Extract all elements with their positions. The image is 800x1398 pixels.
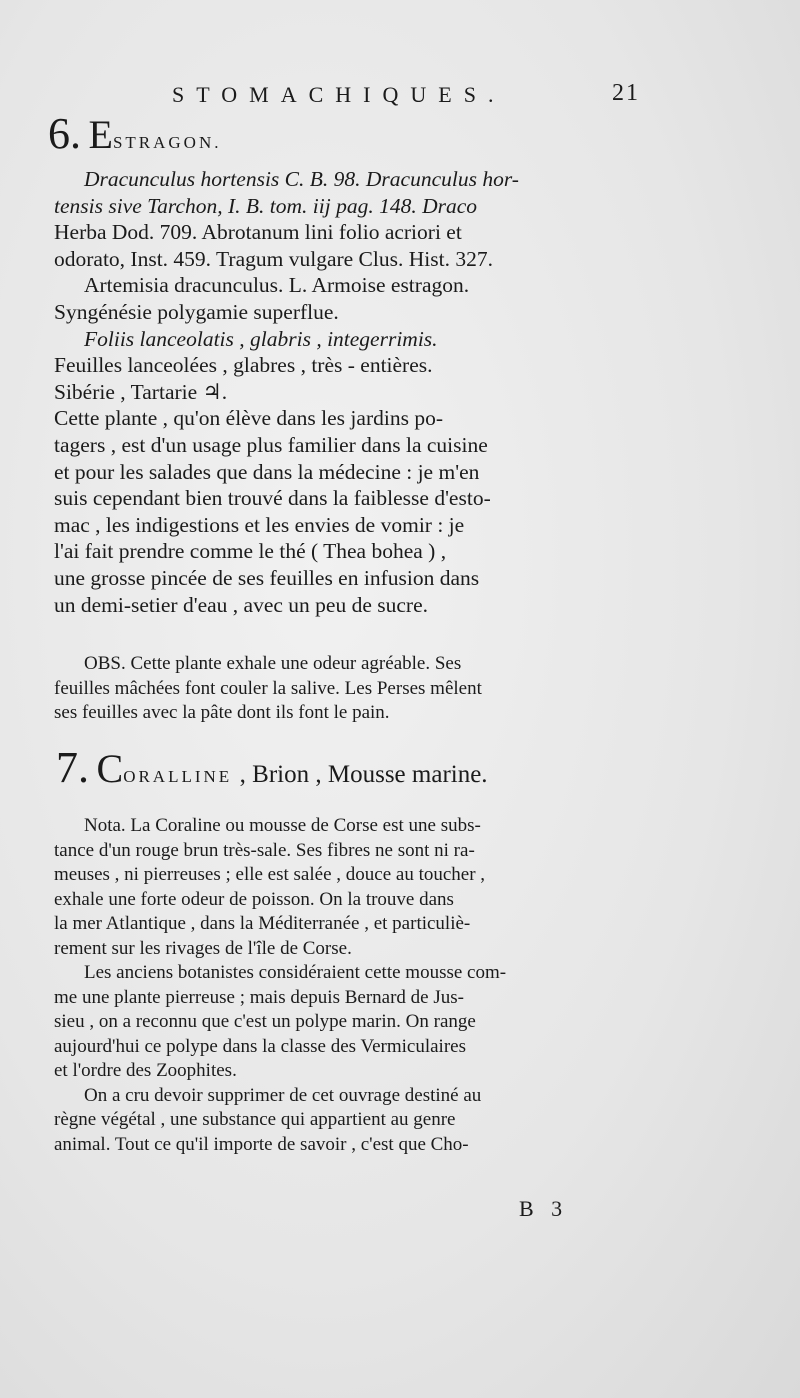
text-line: l'ai fait prendre comme le thé ( Thea bohea ) , [54,539,447,564]
text-line: ses feuilles avec la pâte dont ils font le pain. [54,702,390,723]
text-line: On a cru devoir supprimer de cet ouvrage destiné au [84,1084,482,1106]
entry-7-heading [56,742,488,793]
entry-6-initial: E [88,112,113,157]
text-line: Syngénésie polygamie superflue. [54,299,339,324]
text-line: et pour les salades que dans la médecine : je m'en [54,459,480,484]
text-line: odorato, Inst. 459. Tragum vulgare Clus. Hist. 327. [54,246,493,271]
obs-paragraph [54,652,654,726]
text-line: mac , les indigestions et les envies de vomir : je [54,512,465,537]
text-line: Foliis lanceolatis , glabris , integerrimis. [84,326,438,351]
text-line: animal. Tout ce qu'il importe de savoir , c'est que Cho- [54,1133,469,1155]
text-line: un demi-setier d'eau , avec un peu de sucre. [54,592,428,617]
text-line: Herba Dod. 709. Abrotanum lini folio acriori et [54,220,462,245]
text-line: tensis sive Tarchon, I. B. tom. iij pag. 148. Draco [54,193,478,218]
signature-mark: B 3 [519,1196,569,1221]
text-line: Les anciens botanistes considéraient cette mousse com- [84,962,507,983]
entry-6-title: STRAGON. [112,133,222,152]
text-line: Feuilles lanceolées , glabres , très - entières. [54,353,433,378]
text-line: sieu , on a reconnu que c'est un polype marin. On range [54,1011,476,1032]
text-line: tagers , est d'un usage plus familier dans la cuisine [54,432,488,457]
entry-6-body [54,166,654,618]
entry-7-subtitle: , Brion , Mousse marine. [239,761,488,788]
entry-7-initial: C [96,746,124,791]
text-line: Cette plante , qu'on élève dans les jardins po- [54,406,443,431]
text-line: règne végétal , une substance qui appartient au genre [54,1109,456,1130]
page-number: 21 [612,80,640,106]
text-line: exhale une forte odeur de poisson. On la trouve dans [54,888,454,910]
text-line: meuses , ni pierreuses ; elle est salée , douce au toucher , [54,864,486,885]
text-line: me une plante pierreuse ; mais depuis Bernard de Jus- [54,986,464,1008]
text-line: Dracunculus hortensis C. B. 98. Dracunculus hor- [84,167,519,191]
text-line: Nota. La Coraline ou mousse de Corse est une subs- [84,815,481,836]
text-line: aujourd'hui ce polype dans la classe des Vermiculaires [54,1035,466,1057]
running-header: STOMACHIQUES. [172,82,506,107]
nota-paragraph [54,814,654,1157]
entry-6-heading [48,108,221,159]
text-line: suis cependant bien trouvé dans la faiblesse d'esto- [54,486,491,511]
text-line: tance d'un rouge brun très-sale. Ses fibres ne sont ni ra- [54,839,475,861]
text-line: Artemisia dracunculus. L. Armoise estragon. [84,273,470,298]
entry-6-number: 6. [48,109,81,158]
text-line: Sibérie , Tartarie ♃. [54,379,228,404]
text-line: OBS. Cette plante exhale une odeur agréable. Ses [84,653,462,674]
entry-7-title: ORALLINE [123,767,233,786]
text-line: la mer Atlantique , dans la Méditerranée , et particuliè- [54,913,471,934]
entry-7-number: 7. [56,743,89,792]
text-line: une grosse pincée de ses feuilles en infusion dans [54,565,480,590]
text-line: feuilles mâchées font couler la salive. Les Perses mêlent [54,677,482,699]
text-line: et l'ordre des Zoophites. [54,1060,237,1081]
text-line: rement sur les rivages de l'île de Corse. [54,937,352,959]
